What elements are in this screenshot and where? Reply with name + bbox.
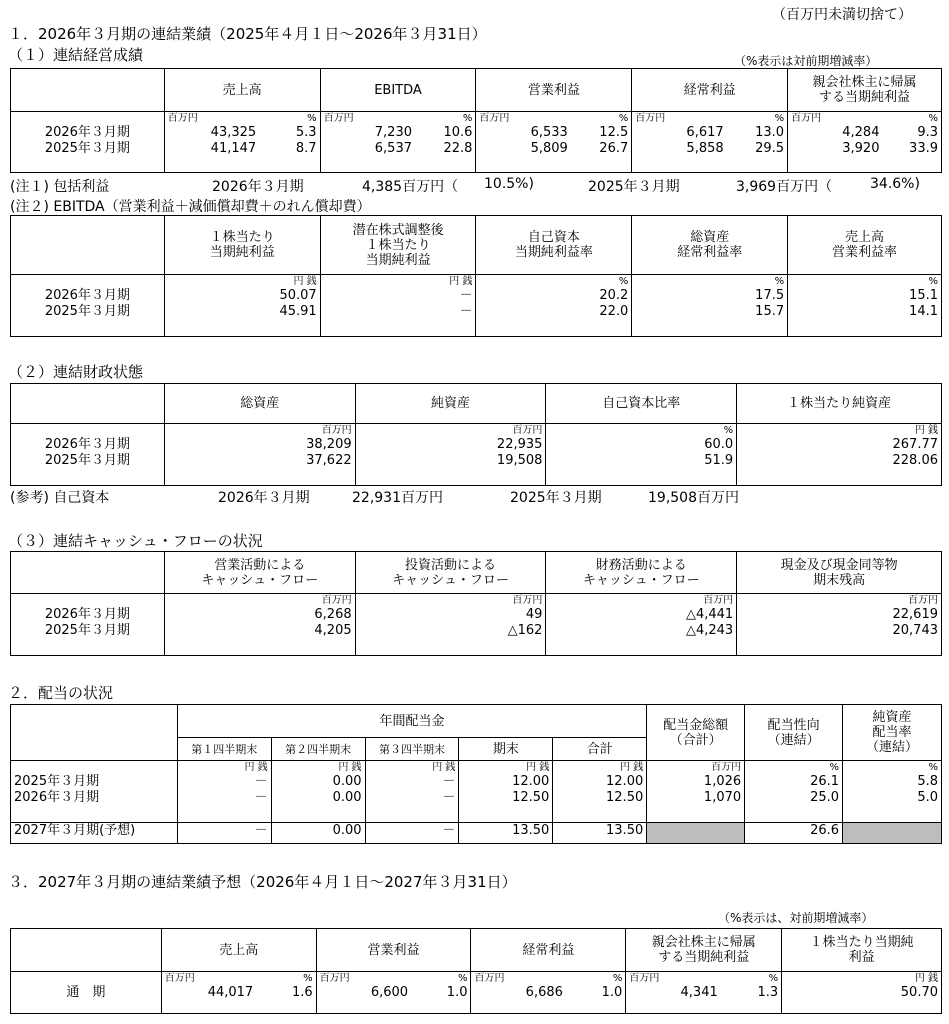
row-label: 2025年３月期	[14, 774, 100, 789]
h: 当期純利益率	[514, 245, 593, 260]
h: 総資産	[690, 230, 730, 245]
unit-pct: %	[618, 276, 629, 287]
note1-pct-a: 10.5%)	[484, 176, 534, 192]
header-total-assets: 総資産	[164, 384, 355, 424]
unit-yen: 円 銭	[449, 276, 473, 287]
note1-value-a: 4,385百万円（	[362, 179, 459, 195]
header-annual-dividend: 年間配当金	[177, 705, 646, 738]
cell-payout-fc: 26.6	[745, 823, 843, 844]
header-net-income-l2: する当期純利益	[819, 90, 911, 105]
ref-period-a: 2026年３月期	[218, 490, 310, 506]
h: 自己資本	[527, 230, 580, 245]
value: 267.77	[892, 437, 938, 452]
financial-position-subtitle: （２）連結財政状態	[8, 363, 144, 381]
ref-label: (参考) 自己資本	[10, 490, 110, 506]
value: 37,622	[306, 453, 352, 468]
h: する当期純利益	[658, 950, 750, 965]
cell-fin-cf	[546, 594, 737, 656]
cell-op	[316, 972, 411, 1014]
value: 50.07	[279, 288, 317, 303]
header-roa	[632, 216, 788, 275]
forecast-title: ３．2027年３月期の連結業績予想（2026年４月１日～2027年３月31日）	[8, 873, 517, 891]
header-diluted-eps	[320, 216, 476, 275]
value: 26.7	[599, 141, 629, 156]
unit-mil: 百万円	[167, 113, 198, 124]
value: 0.00	[332, 774, 362, 789]
forecast-table	[10, 928, 942, 1014]
unit-mil: 百万円	[321, 595, 352, 606]
value: 13.0	[755, 125, 785, 140]
value: 25.0	[810, 790, 840, 805]
row-labels	[11, 424, 165, 486]
unit-pct: %	[768, 973, 779, 984]
row-label: 2026年３月期	[14, 790, 100, 805]
value: 19,508	[496, 453, 543, 468]
value: －	[459, 304, 473, 319]
cell-eps	[164, 275, 320, 337]
unit-pct: %	[928, 276, 938, 287]
cell-equity-ratio	[546, 424, 737, 486]
value: 6,268	[314, 607, 352, 622]
header-year-end: 期末	[459, 738, 553, 761]
cell-q3-fc: －	[365, 823, 459, 844]
cell-sum	[553, 761, 647, 823]
header-blank	[11, 216, 165, 275]
value: 6,600	[370, 985, 409, 1000]
h: 配当金総額	[663, 717, 729, 733]
cell-q2	[271, 761, 365, 823]
header-net-income	[788, 69, 942, 112]
value: 60.0	[704, 437, 734, 452]
value: 22,619	[892, 607, 938, 622]
value: 3,920	[842, 141, 880, 156]
header-sales: 売上高	[161, 929, 316, 972]
header-q1: 第１四半期末	[177, 738, 271, 761]
value: 5.3	[295, 125, 317, 140]
unit-yen: 円 銭	[526, 762, 550, 773]
note1-period-b: 2025年３月期	[588, 179, 680, 195]
value: 0.00	[332, 790, 362, 805]
cell-ord	[632, 112, 727, 173]
row-label: 2026年３月期	[44, 607, 130, 622]
value: 5.0	[917, 790, 938, 805]
header-ordinary-profit: 経常利益	[471, 929, 626, 972]
unit-pct: %	[829, 762, 840, 773]
value: 12.50	[512, 790, 550, 805]
value: －	[254, 774, 268, 789]
unit-yen: 円 銭	[620, 762, 644, 773]
value: 1.6	[291, 985, 313, 1000]
ref-period-b: 2025年３月期	[510, 490, 602, 506]
value: 44,017	[207, 985, 254, 1000]
cash-flow-subtitle: （３）連結キャッシュ・フローの状況	[8, 532, 263, 550]
cell-year-end	[459, 761, 553, 823]
cell-bps	[737, 424, 942, 486]
row-label: 2025年３月期	[44, 623, 130, 638]
cell-ebitda-pct	[415, 112, 476, 173]
value: △162	[507, 623, 543, 638]
unit-pct: %	[723, 425, 734, 436]
unit-pct: %	[612, 973, 623, 984]
header-sum: 合計	[553, 738, 647, 761]
h: 潜在株式調整後	[352, 222, 444, 238]
cell-inv-cf	[355, 594, 546, 656]
h: １株当たり	[365, 237, 431, 253]
value: 15.7	[755, 304, 785, 319]
cell-net-pct	[882, 112, 941, 173]
value: △4,441	[685, 607, 734, 622]
cell-op-pct	[571, 112, 632, 173]
unit-yen: 円 銭	[914, 425, 938, 436]
note1	[10, 176, 109, 196]
operating-results-table	[10, 68, 942, 173]
cell-net	[626, 972, 721, 1014]
value: △4,243	[685, 623, 734, 638]
cell-eps	[782, 972, 942, 1014]
value: 49	[525, 607, 543, 622]
value: 228.06	[892, 453, 938, 468]
header-net-assets: 純資産	[355, 384, 546, 424]
unit-pct: %	[774, 276, 785, 287]
cell-payout	[745, 761, 843, 823]
row-labels	[11, 112, 165, 173]
header-operating-profit: 営業利益	[316, 929, 471, 972]
unit-mil: 百万円	[791, 113, 822, 124]
cell-op-cf	[164, 594, 355, 656]
cell-q3	[365, 761, 459, 823]
value: 1.0	[446, 985, 468, 1000]
h: 営業活動による	[214, 557, 306, 573]
value: 20,743	[892, 623, 938, 638]
h: 親会社株主に帰属	[651, 935, 756, 950]
unit-mil: 百万円	[908, 595, 938, 606]
cell-year-end-fc: 13.50	[459, 823, 553, 844]
value: －	[459, 288, 473, 303]
value: 4,205	[314, 623, 352, 638]
cell-diluted	[320, 275, 476, 337]
unit-mil: 百万円	[703, 595, 734, 606]
unit-mil: 百万円	[319, 973, 350, 984]
value: 51.9	[704, 453, 734, 468]
h: 期末残高	[813, 572, 866, 588]
header-cash	[737, 552, 942, 594]
value: 8.7	[295, 141, 317, 156]
header-ordinary-profit: 経常利益	[632, 69, 788, 112]
cell-q1-fc: －	[177, 823, 271, 844]
value: 1,070	[703, 790, 742, 805]
header-roe	[476, 216, 632, 275]
header-doe	[843, 705, 942, 761]
header-total-dividend	[647, 705, 745, 761]
cell-op-pct	[411, 972, 471, 1014]
h: 配当率	[872, 725, 912, 740]
h: キャッシュ・フロー	[392, 572, 509, 588]
value: 43,325	[210, 125, 257, 140]
unit-yen: 円 銭	[914, 973, 938, 984]
header-payout-ratio	[745, 705, 843, 761]
value: 6,617	[686, 125, 724, 140]
value: 20.2	[599, 288, 629, 303]
header-bps: １株当たり純資産	[737, 384, 942, 424]
h: 財務活動による	[595, 557, 687, 573]
header-net-income	[626, 929, 782, 972]
ref-value-b: 19,508百万円	[648, 490, 739, 506]
financial-position-table	[10, 383, 942, 486]
cell-op	[476, 112, 571, 173]
pct-note: （%表示は対前期増減率）	[734, 54, 878, 68]
value: 4,341	[680, 985, 718, 1000]
cell-doe	[843, 761, 942, 823]
value: 12.00	[512, 774, 550, 789]
value: 5.8	[917, 774, 938, 789]
cell-margin	[788, 275, 942, 337]
value: 9.3	[917, 125, 938, 140]
value: －	[442, 774, 456, 789]
header-inv-cf	[355, 552, 546, 594]
header-eps	[164, 216, 320, 275]
dividend-table	[10, 704, 942, 844]
unit-pct: %	[774, 113, 785, 124]
value: 1.0	[601, 985, 623, 1000]
unit-yen: 円 銭	[244, 762, 268, 773]
header-blank	[11, 929, 162, 972]
value: 6,537	[374, 141, 412, 156]
h: 現金及び現金同等物	[780, 557, 898, 573]
cell-ebitda	[320, 112, 415, 173]
value: 10.6	[443, 125, 473, 140]
unit-yen: 円 銭	[338, 762, 362, 773]
value: 1.3	[757, 985, 779, 1000]
cell-ord-pct	[727, 112, 788, 173]
unit-pct: %	[928, 113, 938, 124]
cell-total-dividend-fc	[647, 823, 745, 844]
ref-value-a: 22,931百万円	[352, 490, 443, 506]
value: 22.8	[443, 141, 473, 156]
cell-sales	[161, 972, 256, 1014]
unit-pct: %	[618, 113, 629, 124]
cell-roa	[632, 275, 788, 337]
value: 6,686	[525, 985, 563, 1000]
header-eps	[782, 929, 942, 972]
header-op-cf	[164, 552, 355, 594]
header-blank	[11, 552, 165, 594]
unit-mil: 百万円	[164, 973, 195, 984]
operating-results-subtitle: （１）連結経営成績	[8, 46, 144, 64]
unit-mil: 百万円	[635, 113, 666, 124]
cell-net	[788, 112, 883, 173]
cell-sales	[164, 112, 259, 173]
unit-mil: 百万円	[512, 595, 543, 606]
row-label-text: 通 期	[66, 985, 106, 1000]
row-label: 2026年３月期	[44, 437, 130, 452]
cell-net-pct	[721, 972, 782, 1014]
unit-mil: 百万円	[474, 973, 505, 984]
h: キャッシュ・フロー	[582, 572, 700, 588]
header-q3: 第３四半期末	[365, 738, 459, 761]
value: 12.5	[599, 125, 629, 140]
cell-doe-fc	[843, 823, 942, 844]
header-equity-ratio: 自己資本比率	[546, 384, 737, 424]
note1-value-b: 3,969百万円（	[736, 179, 833, 195]
unit-pct: %	[462, 113, 473, 124]
note1-label: (注１) 包括利益	[10, 179, 110, 195]
header-net-income-l1: 親会社株主に帰属	[812, 75, 917, 90]
h: 投資活動による	[404, 557, 496, 573]
row-labels	[11, 275, 165, 337]
h: キャッシュ・フロー	[201, 572, 319, 588]
header-operating-profit: 営業利益	[476, 69, 632, 112]
unit-mil: 百万円	[711, 762, 742, 773]
value: 50.70	[900, 985, 938, 1000]
value: 4,284	[842, 125, 880, 140]
value: 15.1	[909, 288, 938, 303]
value: 26.1	[810, 774, 840, 789]
h: 利益	[848, 950, 875, 965]
value: 6,533	[530, 125, 568, 140]
unit-pct: %	[307, 113, 317, 124]
unit-pct: %	[457, 973, 468, 984]
cell-sum-fc: 13.50	[553, 823, 647, 844]
cell-ord-pct	[566, 972, 626, 1014]
row-label	[11, 972, 162, 1014]
header-q2: 第２四半期末	[271, 738, 365, 761]
header-blank	[11, 705, 178, 761]
h: 当期純利益	[365, 252, 431, 268]
h: 配当性向	[767, 717, 820, 733]
header-op-margin	[788, 216, 942, 275]
h: １株当たり	[209, 230, 275, 245]
value: 1,026	[703, 774, 742, 789]
note1-period-a: 2026年３月期	[212, 179, 304, 195]
unit-pct: %	[928, 762, 938, 773]
cash-flow-table	[10, 551, 942, 656]
h: 当期純利益	[209, 245, 275, 260]
row-label: 2026年３月期	[44, 288, 130, 303]
unit-pct: %	[303, 973, 313, 984]
per-share-table	[10, 215, 942, 337]
unit-mil: 百万円	[323, 113, 354, 124]
value: 41,147	[210, 141, 257, 156]
section1-title: １．2026年３月期の連結業績（2025年４月１日～2026年３月31日）	[8, 25, 487, 43]
value: 14.1	[909, 304, 938, 319]
h: 経常利益率	[677, 245, 743, 260]
h: （連結）	[866, 740, 919, 755]
cell-q1	[177, 761, 271, 823]
unit-yen: 円 銭	[293, 276, 317, 287]
header-blank	[11, 69, 165, 112]
h: （連結）	[767, 732, 820, 748]
unit-mil: 百万円	[321, 425, 352, 436]
unit-mil: 百万円	[512, 425, 543, 436]
row-labels	[11, 761, 178, 823]
header-fin-cf	[546, 552, 737, 594]
value: 33.9	[909, 141, 938, 156]
unit-mil: 百万円	[479, 113, 510, 124]
value: 12.00	[606, 774, 644, 789]
value: 22,935	[496, 437, 543, 452]
header-sales: 売上高	[164, 69, 320, 112]
h: 売上高	[845, 230, 885, 245]
forecast-pct-note: （%表示は、対前期増減率）	[718, 911, 874, 925]
value: －	[442, 790, 456, 805]
cell-sales-pct	[256, 972, 316, 1014]
unit-yen: 円 銭	[432, 762, 456, 773]
h: 営業利益率	[832, 245, 898, 260]
value: 45.91	[279, 304, 317, 319]
value: 7,230	[374, 125, 412, 140]
dividend-title: ２．配当の状況	[8, 684, 114, 702]
cell-ord	[471, 972, 566, 1014]
row-label: 2025年３月期	[44, 304, 130, 319]
row-label: 2025年３月期	[44, 141, 130, 156]
value: 5,809	[530, 141, 568, 156]
value: －	[254, 790, 268, 805]
cell-q2-fc: 0.00	[271, 823, 365, 844]
value: 22.0	[599, 304, 629, 319]
h: １株当たり当期純	[809, 935, 914, 950]
cell-total-dividend	[647, 761, 745, 823]
value: 17.5	[755, 288, 785, 303]
value: 5,858	[686, 141, 724, 156]
note2: (注２) EBITDA（営業利益＋減価償却費＋のれん償却費）	[10, 199, 371, 215]
value: 38,209	[306, 437, 352, 452]
h: （合計）	[669, 732, 722, 748]
cell-roe	[476, 275, 632, 337]
unit-mil: 百万円	[629, 973, 660, 984]
header-blank	[11, 384, 165, 424]
note1-pct-b: 34.6%)	[870, 176, 920, 192]
header-ebitda: EBITDA	[320, 69, 476, 112]
unit-note: （百万円未満切捨て）	[772, 7, 912, 23]
forecast-label: 2027年３月期(予想)	[11, 823, 178, 844]
cell-cash	[737, 594, 942, 656]
h: 純資産	[872, 710, 912, 725]
row-label: 2026年３月期	[44, 125, 130, 140]
row-labels	[11, 594, 165, 656]
cell-total-assets	[164, 424, 355, 486]
cell-sales-pct	[259, 112, 320, 173]
value: 12.50	[606, 790, 644, 805]
value: 29.5	[755, 141, 785, 156]
row-label: 2025年３月期	[44, 453, 130, 468]
cell-net-assets	[355, 424, 546, 486]
